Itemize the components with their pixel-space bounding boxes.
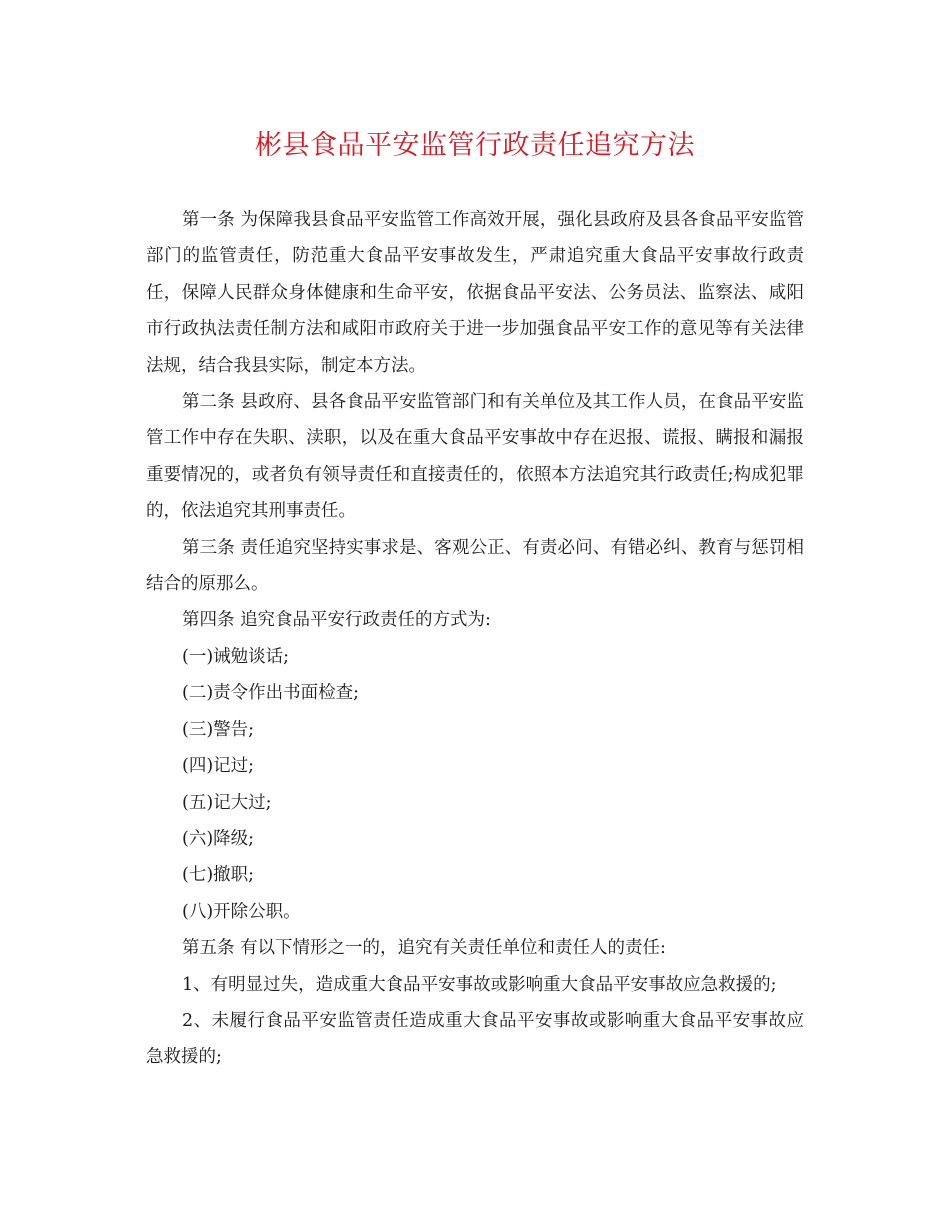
article-3: 第三条 责任追究坚持实事求是、客观公正、有责必问、有错必纠、教育与惩罚相结合的原那么。: [146, 537, 804, 595]
article-2: 第二条 县政府、县各食品平安监管部门和有关单位及其工作人员，在食品平安监管工作中存在失职、渎职，以及在重大食品平安事故中存在迟报、谎报、瞒报和漏报重要情况的，或者负有领导责任和直接责任的，依照本方法追究其行政责任;构成犯罪的，依法追究其刑事责任。: [146, 392, 804, 522]
article-4: 第四条 追究食品平安行政责任的方式为:: [182, 610, 491, 631]
document-title: 彬县食品平安监管行政责任追究方法: [255, 130, 695, 161]
list-item: (五)记大过;: [182, 792, 272, 813]
article-5: 第五条 有以下情形之一的，追究有关责任单位和责任人的责任:: [182, 938, 666, 959]
article-5-clause-2: 2、未履行食品平安监管责任造成重大食品平安事故或影响重大食品平安事故应急救援的;: [146, 1010, 804, 1068]
list-item: (四)记过;: [182, 756, 255, 777]
document-body: [146, 202, 804, 1076]
list-item: (八)开除公职。: [182, 901, 301, 922]
list-item: (三)警告;: [182, 719, 255, 740]
article-5-clause-1: 1、有明显过失，造成重大食品平安事故或影响重大食品平安事故应急救援的;: [182, 974, 777, 995]
list-item: (七)撤职;: [182, 865, 255, 886]
article-1: 第一条 为保障我县食品平安监管工作高效开展，强化县政府及县各食品平安监管部门的监管责任，防范重大食品平安事故发生，严肃追究重大食品平安事故行政责任，保障人民群众身体健康和生命平安，依据食品平安法、公务员法、监察法、咸阳市行政执法责任制方法和咸阳市政府关于进一步加强食品平安工作的意见等有关法律法规，结合我县实际，制定本方法。: [146, 210, 804, 376]
list-item: (一)诫勉谈话;: [182, 646, 290, 667]
list-item: (二)责令作出书面检查;: [182, 683, 360, 704]
list-item: (六)降级;: [182, 828, 255, 849]
